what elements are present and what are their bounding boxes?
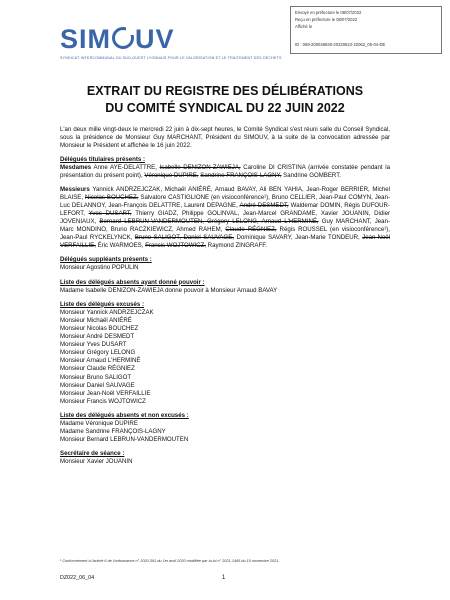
name-group: Guy MARCHANT, Jean-Marc MONDINO, Bruno RACZKIEWICZ, Ahmed RAHEM, <box>60 217 390 234</box>
list-item: Monsieur Arnaud L'HERMINÉ <box>60 357 141 365</box>
name-absent: Claude RÉGNIEZ, <box>225 226 277 234</box>
mesdames-label: Mesdames <box>60 164 92 172</box>
list-item: Monsieur Jean-Noël VERFAILLIE <box>60 389 151 397</box>
section-suppleants <box>60 256 390 272</box>
logo-name-part2: UV <box>135 24 175 54</box>
name-absent: Francis WOJTOWICZ, <box>145 242 206 250</box>
document-reference: DZ022_06_04 <box>60 575 95 581</box>
secretaire-heading: Secrétaire de séance : <box>60 450 125 458</box>
name-group: Yannick ANDRZEJCZAK, Michaël ANIÉRÉ, Arnaud BAVAY, Ali BEN YAHIA, Jean-Roger BERRIER, Michel BLAISE, <box>60 185 390 201</box>
titulaires-heading: Délégués titulaires présents : <box>60 156 146 164</box>
messieurs-paragraph <box>60 186 390 251</box>
intro-paragraph: L'an deux mille vingt-deux le mercredi 22 juin à dix-sept heures, le Comité Syndical s'est réuni salle du Conseil Syndical, sous la présidence de Monsieur Guy MARCHANT, Président du SIMOUV, à la suite de la convocation adressée par Monsieur le Président et affichée le 16 juin 2022. <box>60 126 390 150</box>
name-group: Raymond ZINGRAFF. <box>207 242 267 250</box>
document-title <box>0 83 450 117</box>
logo-circle-icon <box>112 27 134 49</box>
list-item: Monsieur Michaël ANIÉRÉ <box>60 316 132 324</box>
name-absent: Yves DUSART, <box>88 209 132 217</box>
logo-tagline: SYNDICAT INTERCOMMUNAL DU SUD-OUEST LYONNAIS POUR LE VALORISATION ET LE TRAITEMENT DES DÉCHETS <box>60 56 282 60</box>
logo-wordmark <box>60 24 282 54</box>
name-absent: Bruno SALIGOT, Daniel SAUVAGE, <box>134 234 234 242</box>
name-group: Waldemar DOMIN, Régis DUFOUR-LEFORT, <box>60 201 390 217</box>
section-secretaire <box>60 450 390 466</box>
list-item: Monsieur Francis WOJTOWICZ <box>60 397 146 405</box>
secretaire-name: Monsieur Xavier JOUANIN <box>60 458 133 466</box>
name: Sandrine GOMBERT. <box>283 172 341 180</box>
section-pouvoir <box>60 279 390 295</box>
stamp-sent-line: Envoyé en préfecture le 08/07/2022 <box>295 10 362 15</box>
name-absent: Sandrine FRANÇOIS-LAGNY, <box>200 172 282 180</box>
name-absent: Isabelle DENIZON-ZAWIEJA, <box>159 164 241 172</box>
stamp-posted-line: Affiché le <box>295 24 313 30</box>
list-item: Monsieur Bernard LEBRUN-VANDERMOUTEN <box>60 436 189 444</box>
suppleant-name: Monsieur Agostino POPULIN <box>60 264 139 272</box>
list-item: Madame Véronique DUPIRE <box>60 420 138 427</box>
non-excuses-heading: Liste des délégués absents et non excusés : <box>60 411 189 419</box>
list-item: Monsieur Daniel SAUVAGE <box>60 381 135 389</box>
section-excuses <box>60 301 390 406</box>
list-item: Monsieur Yves DUSART <box>60 341 127 349</box>
excuses-heading: Liste des délégués excusés : <box>60 300 144 308</box>
title-line-1: EXTRAIT DU REGISTRE DES DÉLIBÉRATIONS <box>86 84 364 98</box>
name-group: Éric WARMOES, <box>97 242 144 250</box>
name-group: Salvatore CASTIGLIONE (en visioconférence¹), Bruno CELLIER, Jean-Paul COMYN, Jean-Luc DELANNOY, Jean-François DELATTRE, Laurent DEPAGNE, <box>60 193 390 209</box>
section-non-excuses <box>60 412 390 444</box>
list-item: Monsieur Yannick ANDRZEJCZAK <box>60 308 154 316</box>
list-item: Monsieur Nicolas BOUCHEZ <box>60 324 139 332</box>
stamp-received-line: Reçu en préfecture le 08/07/2022 <box>295 17 358 23</box>
list-item: Monsieur Claude RÉGNIEZ <box>60 365 135 373</box>
name-absent: Jean-Noël VERFAILLIE, <box>60 234 391 250</box>
name-absent: Bernard LEBRUN-VANDERMOUTEN, Grégory LELONG, Arnaud L'HERMINÉ, <box>99 217 319 225</box>
prefecture-stamp <box>290 6 442 54</box>
list-item: Monsieur Bruno SALIGOT <box>60 373 132 381</box>
name-group: Régis ROUSSEL (en visioconférence¹), Jean-Paul RYCKELYNCK, <box>60 226 390 242</box>
footnote: ¹ Conformément à l'article 6 de l'ordonnance n° 2020-391 du 1er avril 2020 modifiée par la loi n° 2021-1465 du 10 novembre 2021. <box>60 559 280 563</box>
name-group: Thierry GIADZ, Philippe GOLINVAL, Jean-Marcel GRANDAME, Xavier JOUANIN, Didier JOVENIAUX, <box>60 209 390 225</box>
simouv-logo <box>60 24 282 60</box>
section-titulaires <box>60 156 390 250</box>
mesdames-paragraph <box>60 164 390 180</box>
title-line-2: DU COMITÉ SYNDICAL DU 22 JUIN 2022 <box>105 101 345 115</box>
name-absent: Véronique DUPIRE, <box>144 172 199 180</box>
list-item: Madame Sandrine FRANÇOIS-LAGNY <box>60 428 166 436</box>
pouvoir-heading: Liste des délégués absents ayant donné pouvoir : <box>60 278 205 286</box>
list-item: Monsieur Grégory LELONG <box>60 349 136 357</box>
stamp-act-id: ID : 069-200046930-20220622-22062_05-04-DE <box>295 42 386 47</box>
document-body <box>60 126 390 472</box>
name: Caroline DI CRISTINA (arrivée constatée pendant la présentation du présent point), <box>60 164 390 180</box>
page-number: 1 <box>222 575 226 581</box>
pouvoir-line: Madame Isabelle DENIZON-ZAWIEJA donne pouvoir à Monsieur Arnaud BAVAY <box>60 286 278 294</box>
logo-name-part1: SIM <box>60 24 112 54</box>
name-absent: André DESMEDT, <box>239 201 289 209</box>
suppleants-heading: Délégués suppléants présents : <box>60 256 152 264</box>
list-item: Monsieur André DESMEDT <box>60 333 135 341</box>
name-group: Dominique SAVARY, Jean-Marie TONDEUR, <box>236 234 360 242</box>
messieurs-label: Messieurs <box>60 185 90 193</box>
name-absent: Nicolas BOUCHEZ, <box>85 193 139 201</box>
name: Anne AYE-DELATTRE, <box>93 164 157 172</box>
